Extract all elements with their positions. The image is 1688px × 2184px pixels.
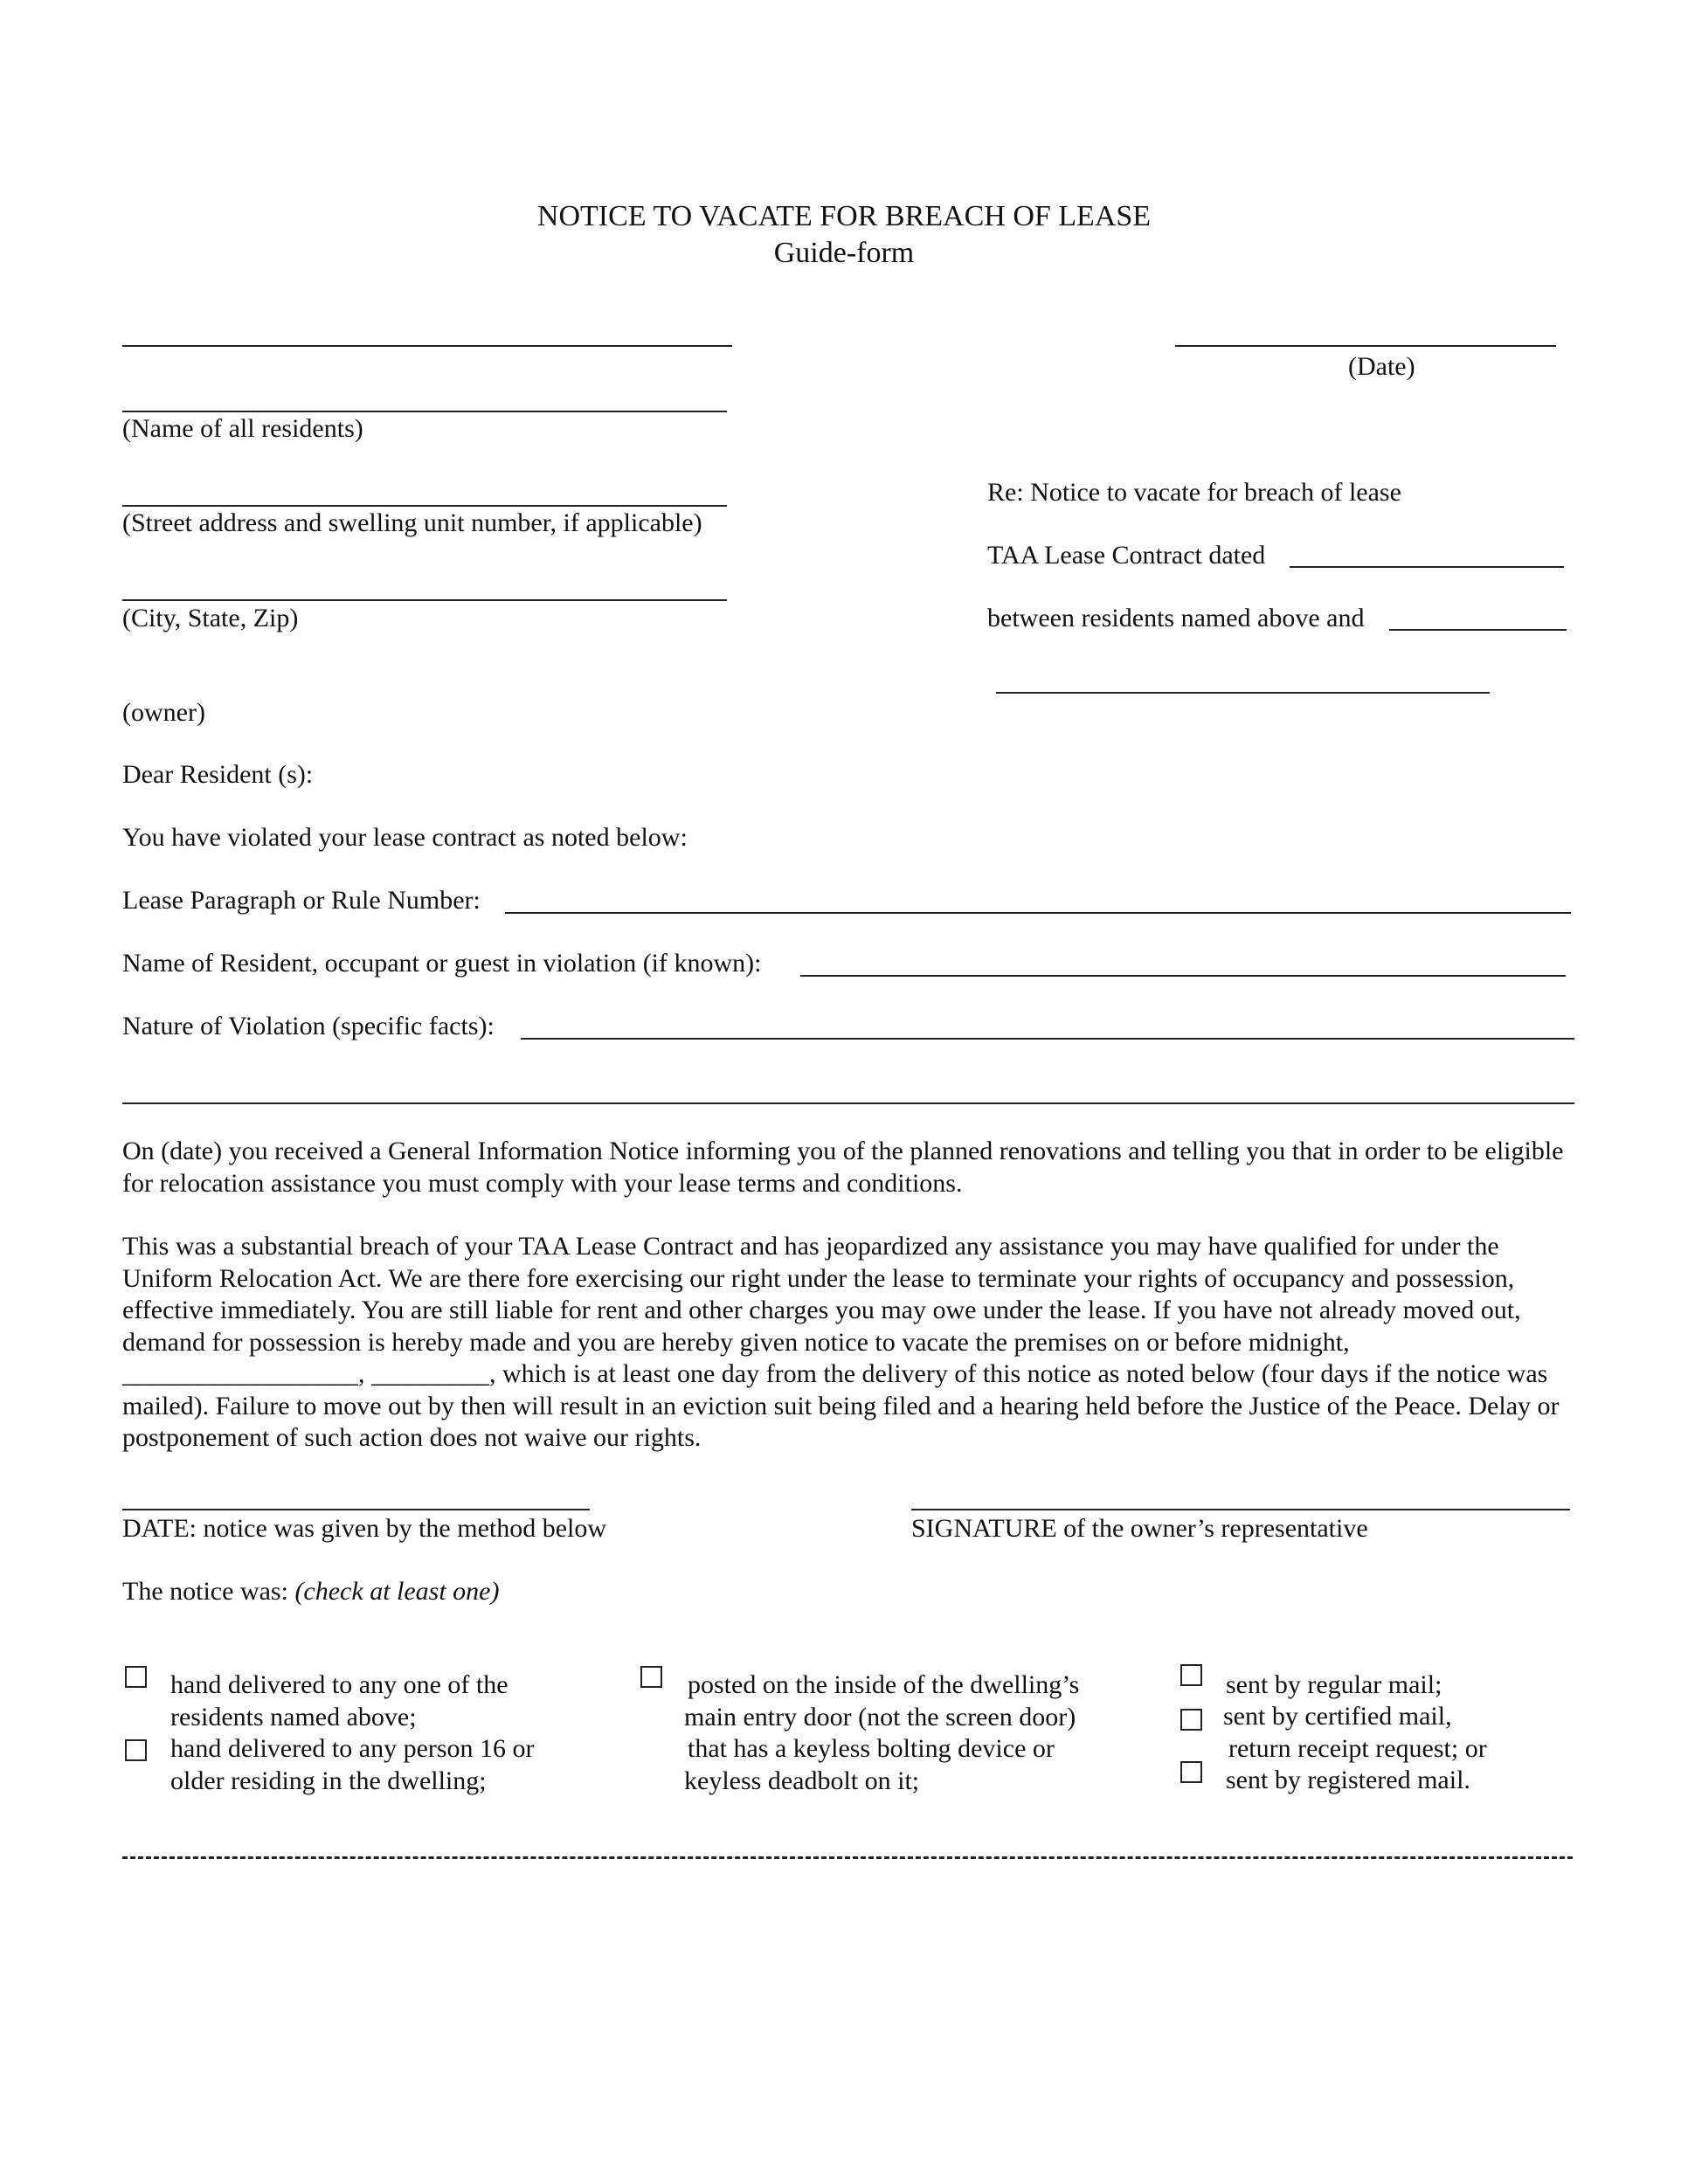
date-label: (Date) — [1348, 352, 1415, 381]
date-given-line[interactable] — [122, 1509, 590, 1510]
names-label: (Name of all residents) — [122, 414, 363, 443]
violator-line[interactable] — [800, 975, 1566, 977]
intro-text: You have violated your lease contract as noted below: — [122, 823, 688, 852]
option-text-line: keyless deadbolt on it; — [684, 1766, 920, 1795]
lease-date-line[interactable] — [1290, 566, 1564, 568]
cut-line-divider — [122, 1856, 1573, 1859]
notice-method-hint: (check at least one) — [294, 1577, 500, 1606]
owner-label: (owner) — [122, 698, 205, 727]
lease-paragraph-label: Lease Paragraph or Rule Number: — [122, 886, 481, 915]
re-line: Re: Notice to vacate for breach of lease — [987, 478, 1401, 507]
owner-name-line-2[interactable] — [996, 692, 1490, 694]
checkbox-certified-mail[interactable] — [1180, 1709, 1202, 1731]
checkbox-posted-door[interactable] — [640, 1666, 662, 1688]
option-registered-mail: sent by registered mail. — [1226, 1766, 1470, 1794]
paragraph-breach: This was a substantial breach of your TAA Lease Contract and has jeopardized any assistance you may have qualified for under the Uniform Relocation Act. We are there fore exercising our right under the lease to terminate your rights of occupancy and possession, effective immediately. You are still liable for rent and other charges you may owe under the lease. If you have not already moved out, demand for possession is hereby made and you are hereby given notice to vacate the premises on or before midnight, __________________, _________, which is at least one day from the delivery of this notice as noted below (four days if the notice was mailed). Failure to move out by then will result in an eviction suit being filed and a hearing held before the Justice of the Peace. Delay or postponement of such action does not waive our rights. — [122, 1232, 1560, 1452]
nature-line-2[interactable] — [122, 1102, 1574, 1104]
residents-line-2[interactable] — [122, 411, 727, 412]
owner-name-line-1[interactable] — [1389, 629, 1567, 631]
document-title: NOTICE TO VACATE FOR BREACH OF LEASE — [536, 200, 1152, 232]
option-hand-delivered-resident — [170, 1669, 508, 1733]
notice-method-line — [122, 1576, 500, 1607]
option-posted-door — [684, 1669, 1080, 1797]
street-line[interactable] — [122, 505, 727, 507]
checkbox-hand-delivered-person-16[interactable] — [125, 1739, 147, 1761]
option-text-line: return receipt request; or — [1228, 1733, 1487, 1763]
option-text-line: sent by certified mail, — [1223, 1702, 1452, 1731]
option-text-line: that has a keyless bolting device or — [688, 1734, 1055, 1763]
lease-paragraph-line[interactable] — [505, 912, 1571, 914]
residents-line-1[interactable] — [122, 345, 732, 347]
option-text-line: hand delivered to any one of the — [170, 1670, 508, 1699]
document-subtitle: Guide-form — [773, 237, 915, 269]
street-label: (Street address and swelling unit number, if applicable) — [122, 508, 702, 537]
option-certified-mail — [1223, 1701, 1487, 1765]
option-text-line: main entry door (not the screen door) — [684, 1702, 1076, 1731]
date-line[interactable] — [1175, 345, 1556, 347]
salutation: Dear Resident (s): — [122, 760, 314, 789]
option-text-line: older residing in the dwelling; — [170, 1766, 487, 1795]
between-label: between residents named above and — [987, 604, 1365, 632]
nature-line-1[interactable] — [521, 1038, 1574, 1040]
violator-label: Name of Resident, occupant or guest in violation (if known): — [122, 949, 762, 978]
date-given-label: DATE: notice was given by the method below — [122, 1514, 607, 1543]
city-line[interactable] — [122, 599, 727, 601]
option-text-line: posted on the inside of the dwelling’s — [688, 1670, 1080, 1699]
signature-label: SIGNATURE of the owner’s representative — [911, 1514, 1368, 1543]
option-text-line: residents named above; — [170, 1702, 417, 1731]
nature-label: Nature of Violation (specific facts): — [122, 1012, 495, 1040]
checkbox-hand-delivered-resident[interactable] — [125, 1666, 147, 1688]
checkbox-registered-mail[interactable] — [1180, 1761, 1202, 1783]
checkbox-regular-mail[interactable] — [1180, 1664, 1202, 1686]
option-hand-delivered-person-16 — [170, 1733, 535, 1797]
city-label: (City, State, Zip) — [122, 604, 299, 632]
lease-dated-label: TAA Lease Contract dated — [987, 541, 1266, 570]
signature-line[interactable] — [911, 1509, 1570, 1510]
option-regular-mail: sent by regular mail; — [1226, 1670, 1442, 1699]
paragraph-general-notice: On (date) you received a General Information Notice informing you of the planned renovations and telling you that in order to be eligible for relocation assistance you must comply with your lease terms and conditions. — [122, 1137, 1564, 1198]
option-text-line: hand delivered to any person 16 or — [170, 1734, 535, 1763]
notice-method-prefix: The notice was: — [122, 1577, 295, 1606]
